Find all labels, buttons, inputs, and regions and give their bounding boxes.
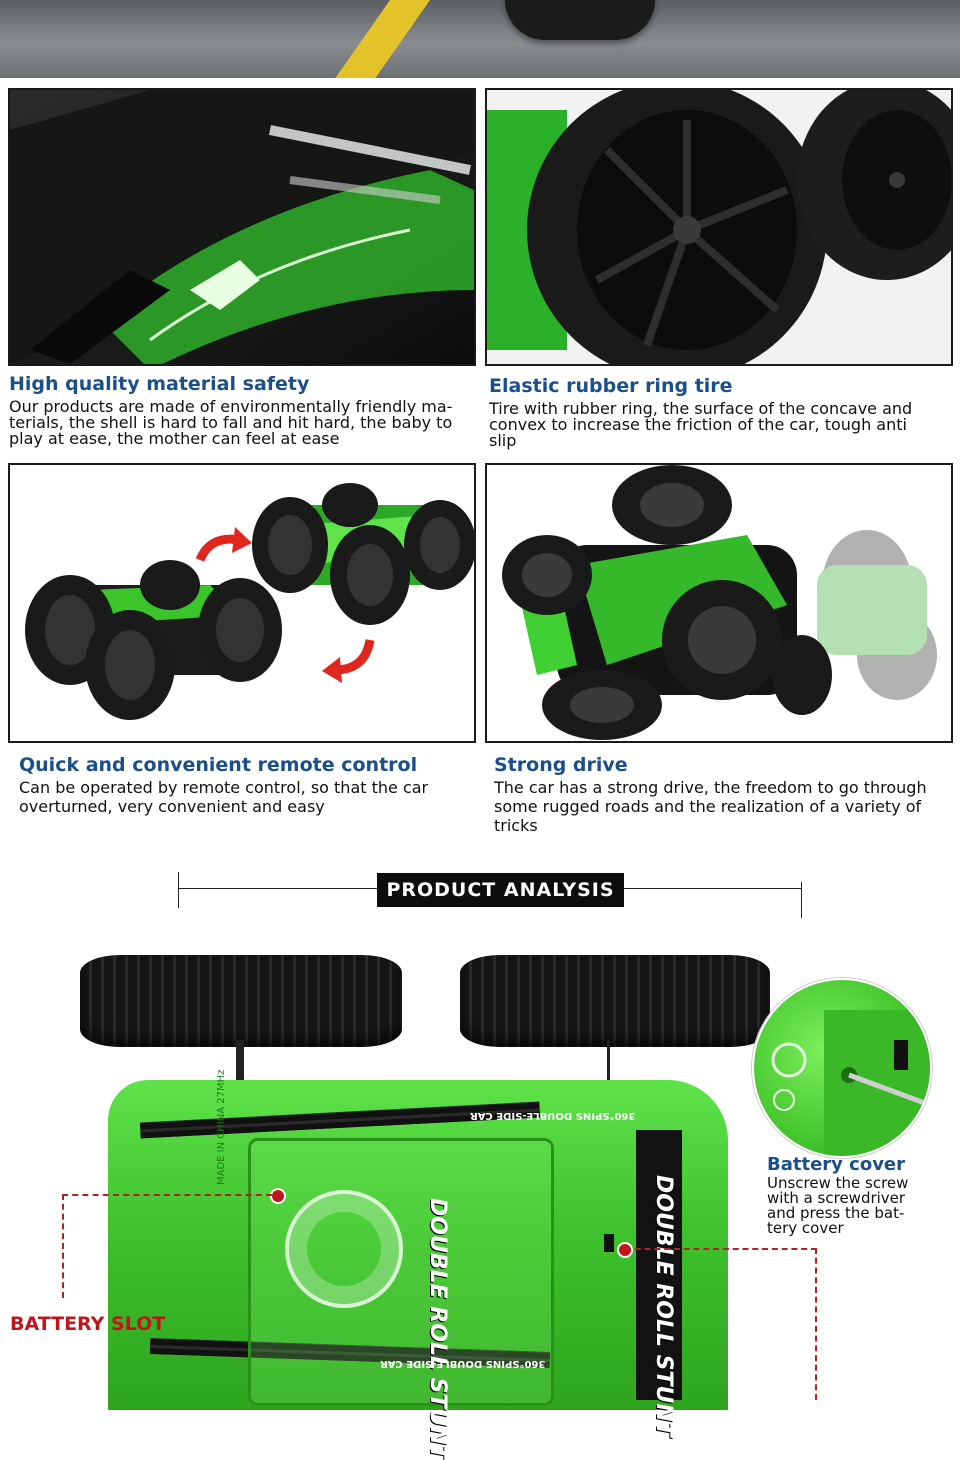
feature-text-line: slip bbox=[489, 431, 517, 450]
callout-line bbox=[625, 1248, 817, 1250]
feature-title-remote: Quick and convenient remote control bbox=[19, 754, 418, 776]
photo-strong-drive bbox=[485, 463, 953, 743]
tire-illustration bbox=[487, 90, 951, 364]
car-wheel-right bbox=[460, 955, 770, 1047]
callout-line bbox=[815, 1248, 817, 1400]
photo-tire-closeup bbox=[485, 88, 953, 366]
feature-title-tire: Elastic rubber ring tire bbox=[489, 375, 733, 397]
battery-slot-label: BATTERY SLOT bbox=[10, 1313, 166, 1335]
callout-dot-battery-slot bbox=[270, 1188, 286, 1204]
feature-text-drive bbox=[494, 778, 949, 835]
feature-text-line: play at ease, the mother can feel at ease bbox=[9, 429, 340, 448]
battery-cover-title: Battery cover bbox=[767, 1154, 906, 1175]
callout-line bbox=[62, 1194, 64, 1298]
battery-cover-screw bbox=[604, 1234, 614, 1252]
made-in-label: MADE IN CHINA 27MHz bbox=[216, 1069, 227, 1185]
axle bbox=[236, 1040, 244, 1082]
feature-text-line: terials, the shell is hard to fall and hit hard, the baby to bbox=[9, 413, 453, 432]
section-title-product-analysis: PRODUCT ANALYSIS bbox=[377, 873, 624, 907]
section-divider-tick bbox=[801, 882, 802, 918]
tire-photo bbox=[505, 0, 655, 40]
battery-cover-illustration bbox=[754, 980, 930, 1156]
brand-text-panel: DOUBLE ROLL STUNT bbox=[425, 1198, 450, 1460]
road-marking bbox=[313, 0, 437, 78]
decorative-circles bbox=[285, 1190, 403, 1308]
battery-cover-text-line: with a screwdriver bbox=[767, 1189, 906, 1207]
battery-cover-text bbox=[767, 1176, 908, 1236]
drive-car-illustration bbox=[487, 465, 951, 741]
feature-text-remote bbox=[19, 778, 469, 816]
feature-text-tire bbox=[489, 401, 954, 449]
feature-text-material bbox=[9, 399, 479, 447]
feature-text-line: some rugged roads and the realization of a variety of bbox=[494, 797, 922, 816]
battery-cover-text-line: and press the bat- bbox=[767, 1204, 905, 1222]
antenna bbox=[607, 1040, 610, 1085]
callout-line bbox=[62, 1194, 272, 1196]
feature-title-material: High quality material safety bbox=[9, 373, 310, 395]
feature-text-line: Our products are made of environmentally friendly ma- bbox=[9, 397, 453, 416]
section-divider-tick bbox=[178, 872, 179, 908]
photo-remote-control-flip bbox=[8, 463, 476, 743]
shell-illustration bbox=[10, 90, 474, 364]
flip-cars-illustration bbox=[10, 465, 474, 741]
feature-text-line: Tire with rubber ring, the surface of the concave and bbox=[489, 399, 913, 418]
battery-cover-text-line: tery cover bbox=[767, 1219, 844, 1237]
decal-text-bottom: 360°SPINS DOUBLE-SIDE CAR bbox=[380, 1358, 546, 1369]
car-wheel-left bbox=[80, 955, 402, 1047]
feature-text-line: tricks bbox=[494, 816, 538, 835]
feature-text-line: The car has a strong drive, the freedom to go through bbox=[494, 778, 927, 797]
photo-shell-closeup bbox=[8, 88, 476, 366]
battery-cover-closeup bbox=[752, 978, 932, 1158]
brand-text-stripe: DOUBLE ROLL STUNT bbox=[651, 1175, 676, 1437]
battery-cover-text-line: Unscrew the screw bbox=[767, 1174, 909, 1192]
feature-text-line: convex to increase the friction of the car, tough anti bbox=[489, 415, 907, 434]
feature-text-line: overturned, very convenient and easy bbox=[19, 797, 325, 816]
road-photo bbox=[0, 0, 960, 78]
feature-text-line: Can be operated by remote control, so that the car bbox=[19, 778, 429, 797]
callout-dot-battery-cover bbox=[617, 1242, 633, 1258]
decal-text-top: 360°SPINS DOUBLE-SIDE CAR bbox=[470, 1110, 636, 1121]
feature-title-drive: Strong drive bbox=[494, 754, 628, 776]
